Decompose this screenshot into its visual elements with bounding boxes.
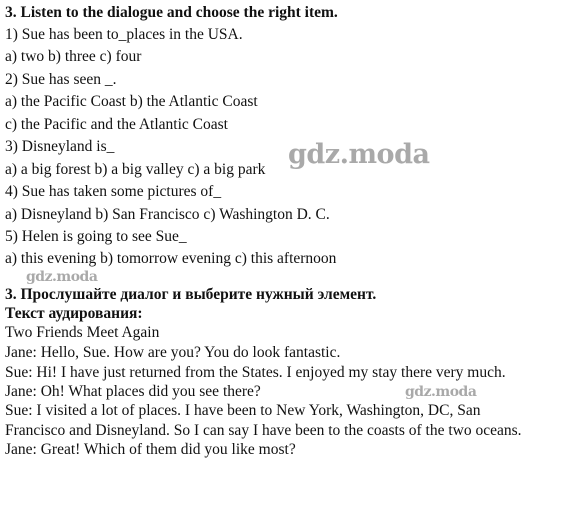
exercise-heading-ru: 3. Прослушайте диалог и выберите нужный элемент. xyxy=(5,286,377,303)
transcript-line: Jane: Hello, Sue. How are you? You do look fantastic. xyxy=(5,344,341,361)
question-4: 4) Sue has taken some pictures of_ xyxy=(5,183,222,200)
watermark: gdz.moda xyxy=(288,139,430,170)
question-3-options: a) a big forest b) a big valley c) a big park xyxy=(5,161,266,178)
question-4-options: a) Disneyland b) San Francisco c) Washington D. C. xyxy=(5,206,330,223)
transcript-title: Two Friends Meet Again xyxy=(5,324,160,341)
transcript-line: Sue: Hi! I have just returned from the States. I enjoyed my stay there very much. xyxy=(5,364,506,381)
transcript-label-ru: Текст аудирования: xyxy=(5,305,143,322)
watermark: gdz.moda xyxy=(405,384,477,400)
question-1: 1) Sue has been to_places in the USA. xyxy=(5,26,243,43)
watermark: gdz.moda xyxy=(26,269,98,285)
question-5-options: a) this evening b) tomorrow evening c) this afternoon xyxy=(5,250,337,267)
transcript-line: Jane: Great! Which of them did you like most? xyxy=(5,441,296,458)
question-1-options: a) two b) three c) four xyxy=(5,48,142,65)
question-5: 5) Helen is going to see Sue_ xyxy=(5,228,187,245)
transcript-line: Jane: Oh! What places did you see there? xyxy=(5,383,261,400)
transcript-line: Sue: I visited a lot of places. I have been to New York, Washington, DC, San xyxy=(5,402,481,419)
question-2-options-c: c) the Pacific and the Atlantic Coast xyxy=(5,116,228,133)
question-2: 2) Sue has seen _. xyxy=(5,71,117,88)
transcript-line: Francisco and Disneyland. So I can say I have been to the coasts of the two oceans. xyxy=(5,422,522,439)
question-2-options-ab: a) the Pacific Coast b) the Atlantic Coast xyxy=(5,93,258,110)
exercise-heading-en: 3. Listen to the dialogue and choose the right item. xyxy=(5,4,338,21)
question-3: 3) Disneyland is_ xyxy=(5,138,115,155)
